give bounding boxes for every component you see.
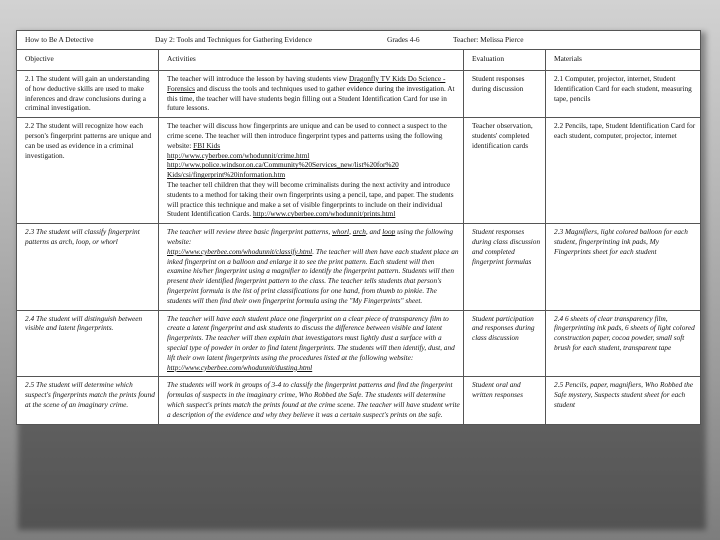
col-activities: Activities [159,50,464,71]
arch-link[interactable]: arch [352,227,366,237]
lesson-plan-table [16,30,701,425]
activities-cell [159,377,464,424]
crime-title: Who Robbed the Safe [298,390,362,400]
evaluation-cell: Student oral and written responses [464,377,546,424]
table-row [17,310,701,377]
table-row [17,118,701,224]
objective-cell: 2.5 The student will determine which suspect's fingerprints match the prints found at the scene of an imaginary crime. [17,377,159,424]
activities-cell [159,310,464,377]
col-evaluation: Evaluation [464,50,546,71]
table-row [17,71,701,118]
activity-text: using the following website: [167,227,454,246]
fbi-kids-link[interactable]: FBI Kids [193,140,221,150]
activity-text: The teacher will have each student place one fingerprint on a clear piece of transparency film to create a latent fingerprint and ask students to discuss the difference between visible and latent fingerprints. The teacher will then explain that investigators must lightly dust a surface with a special type of powder in order to find latent fingerprints. The students will then identify, dust, and lift their own latent fingerprints using the procedures listed at the following website: [167,313,455,362]
col-materials: Materials [546,50,701,71]
activity-text: The teacher tell children that they will become criminalists during the next activity and introduce students to a method for taking their own fingerprints using a pencil, tape, and paper. The students will practice this technique and make a set of visible fingerprints to include on their individual Student Identification Cards. [167,179,454,219]
materials-text: mystery, Suspects student sheet for each student [554,390,686,409]
header-cell [17,31,701,50]
materials-cell: 2.3 Magnifiers, light colored balloon for each student, fingerprinting ink pads, My Fingerprints sheet for each student [546,224,701,310]
activity-text: . The students will determine which suspect's prints match the prints found at the crime scene. The teacher will have student write a description of the evidence and why they believe it was a certain suspect's prints on the safe. [167,390,460,419]
col-objective: Objective [17,50,159,71]
materials-cell: 2.1 Computer, projector, internet, Student Identification Card for each student, measuring tape, pencils [546,71,701,118]
windsor-police-link[interactable]: http://www.police.windsor.on.ca/Community%20Services_new/list%20for%20 Kids/csi/fingerprint%20information.htm [167,160,399,180]
header-row [17,31,701,50]
objective-cell: 2.2 The student will recognize how each person's fingerprint patterns are unique and can be used as evidence in a criminal investigation. [17,118,159,224]
activity-text: The students will work in groups of 3-4 to classify the fingerprint patterns and find the fingerprint formulas of suspects in the imaginary crime, [167,380,453,400]
prints-link[interactable]: http://www.cyberbee.com/whodunnit/prints.html [252,209,396,219]
table-row [17,224,701,310]
activity-text: . The teacher will then have each student place an inked fingerprint on a balloon and enlarge it to see the print pattern. Each student will then examine his/her fingerprint using a magnifier to identify the fingerprint pattern. Students will then present their identified fingerprint pattern to the class. The teacher tells students that person's fingerprint formula is the list of print classifications for one hand, from thumb to pinkie. The students will then find their own fingerprint formula using the "My Fingerprints" sheet. [167,246,459,305]
crime-title: Who Robbed the Safe [554,380,694,400]
activity-text: The teacher will review three basic fingerprint patterns, [167,227,333,237]
teacher: Teacher: Melissa Pierce [453,35,524,44]
loop-link[interactable]: loop [382,227,396,237]
grades: Grades 4-6 [387,35,420,44]
classify-link[interactable]: http://www.cyberbee.com/whodunnit/classify.html [167,246,313,256]
separator: , [349,227,353,237]
objective-cell: 2.1 The student will gain an understanding of how deductive skills are used to make inferences and draw conclusions during a criminal investigation. [17,71,159,118]
activity-text: and discuss the tools and techniques used to gather evidence during the investigation. At this time, the teacher will have students begin filling out a Student Identification Card for use in future lessons. [167,83,455,113]
evaluation-cell: Student responses during discussion [464,71,546,118]
activity-text: The teacher will introduce the lesson by having students view [167,74,349,83]
evaluation-cell: Student responses during class discussion and completed fingerprint formulas [464,224,546,310]
materials-cell [546,377,701,424]
table-row [17,377,701,424]
activities-cell [159,71,464,118]
evaluation-cell: Teacher observation, students' completed identification cards [464,118,546,224]
activity-text: The teacher will discuss how fingerprints are unique and can be used to connect a suspect to the crime scene. The teacher will then introduce fingerprint types and patterns using the following website: [167,121,447,150]
materials-cell: 2.4 6 sheets of clear transparency film, fingerprinting ink pads, 6 sheets of light colored construction paper, cocoa powder, small soft brush for each student, transparent tape [546,310,701,377]
separator: , and [365,227,383,237]
dragonfly-link[interactable]: Dragonfly TV Kids Do Science - Forensics [167,74,446,93]
materials-cell: 2.2 Pencils, tape, Student Identification Card for each student, computer, projector, internet [546,118,701,224]
crime-link[interactable]: http://www.cyberbee.com/whodunnit/crime.html [167,150,310,160]
column-header-row [17,50,701,71]
dusting-link[interactable]: http://www.cyberbee.com/whodunnit/dusting.html [167,362,313,372]
objective-cell: 2.3 The student will classify fingerprint patterns as arch, loop, or whorl [17,224,159,310]
whorl-link[interactable]: whorl [332,227,350,237]
materials-text: 2.5 Pencils, paper, magnifiers, [554,380,645,390]
evaluation-cell: Student participation and responses during class discussion [464,310,546,377]
objective-cell: 2.4 The student will distinguish between visible and latent fingerprints. [17,310,159,377]
activities-cell [159,224,464,310]
activities-cell [159,118,464,224]
lesson-title: How to Be A Detective [25,35,94,44]
day-title: Day 2: Tools and Techniques for Gathering Evidence [155,35,312,44]
